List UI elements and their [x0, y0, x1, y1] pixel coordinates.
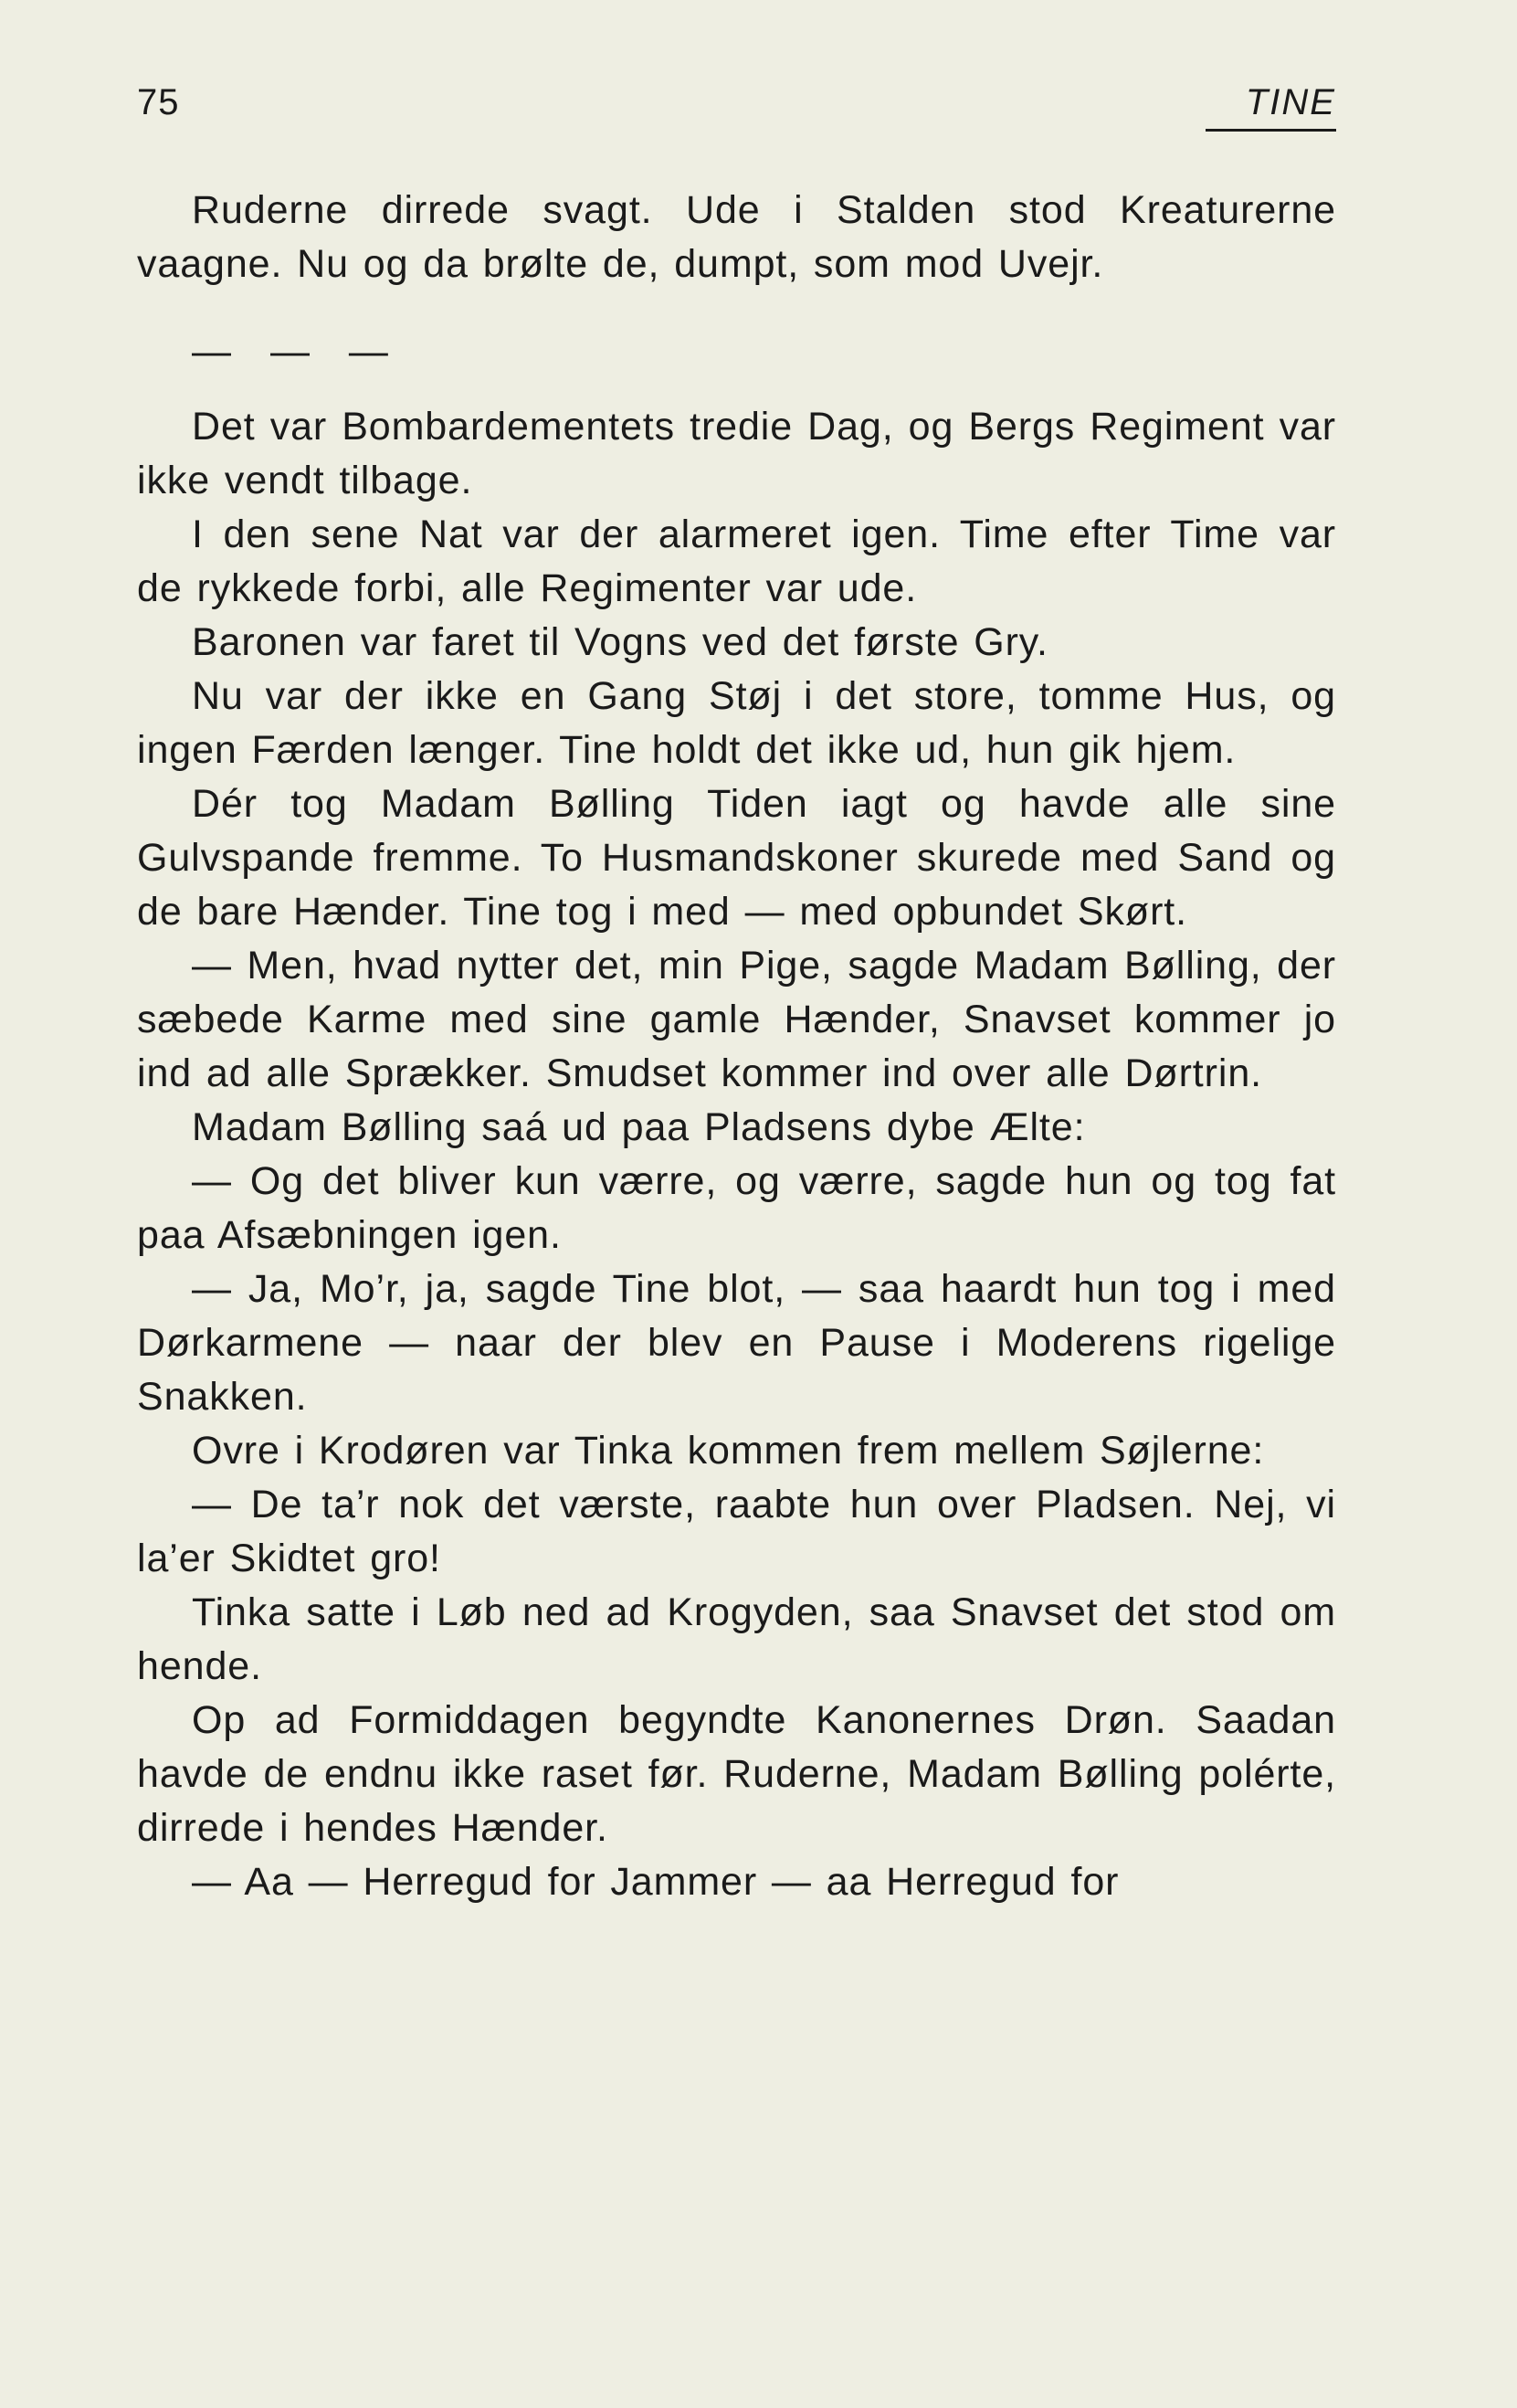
title-underline: [1206, 129, 1336, 132]
paragraph: Ovre i Krodøren var Tinka kommen frem mellem Søjlerne:: [192, 1429, 1265, 1473]
paragraph: — Aa — Herregud for Jammer — aa Herregud for: [192, 1860, 1120, 1904]
paragraph: Madam Bølling saá ud paa Pladsens dybe Ælte:: [192, 1105, 1086, 1149]
paragraph: Tinka satte i Løb ned ad Krogyden, saa Snavset det stod om hende.: [137, 1590, 1336, 1688]
paragraph: Nu var der ikke en Gang Støj i det store, tomme Hus, og ingen Færden længer. Tine holdt det ikke ud, hun gik hjem.: [137, 674, 1336, 772]
paragraph: — De ta’r nok det værste, raabte hun over Pladsen. Nej, vi la’er Skidtet gro!: [137, 1483, 1336, 1580]
paragraph: — Men, hvad nytter det, min Pige, sagde Madam Bølling, der sæbede Karme med sine gamle Hænder, Snavset kommer jo ind ad alle Sprækker. Smudset kommer ind over alle Dørtrin.: [137, 944, 1336, 1095]
page-number: 75: [137, 82, 180, 122]
section-break-dashes: — — —: [192, 330, 401, 374]
paragraph: Dér tog Madam Bølling Tiden iagt og havde alle sine Gulvspande fremme. To Husmandskoner skurede med Sand og de bare Hænder. Tine tog i med — med opbundet Skørt.: [137, 782, 1336, 934]
section-break: [137, 291, 1336, 400]
paragraph: Ruderne dirrede svagt. Ude i Stalden stod Kreaturerne vaagne. Nu og da brølte de, dumpt, som mod Uvejr.: [137, 188, 1336, 286]
paragraph: Baronen var faret til Vogns ved det første Gry.: [192, 620, 1048, 664]
paragraph: Op ad Formiddagen begyndte Kanonernes Drøn. Saadan havde de endnu ikke raset før. Ruderne, Madam Bølling polérte, dirrede i hendes Hænder.: [137, 1698, 1336, 1850]
running-title: TINE: [1245, 82, 1336, 122]
body-text: [137, 184, 1336, 1909]
paragraph: — Og det bliver kun værre, og værre, sagde hun og tog fat paa Afsæbningen igen.: [137, 1159, 1336, 1257]
paragraph: Det var Bombardementets tredie Dag, og Bergs Regiment var ikke vendt tilbage.: [137, 405, 1336, 502]
paragraph: — Ja, Mo’r, ja, sagde Tine blot, — saa haardt hun tog i med Dørkarmene — naar der blev en Pause i Moderens rigelige Snakken.: [137, 1267, 1336, 1419]
paragraph: I den sene Nat var der alarmeret igen. Time efter Time var de rykkede forbi, alle Regimenter var ude.: [137, 512, 1336, 610]
